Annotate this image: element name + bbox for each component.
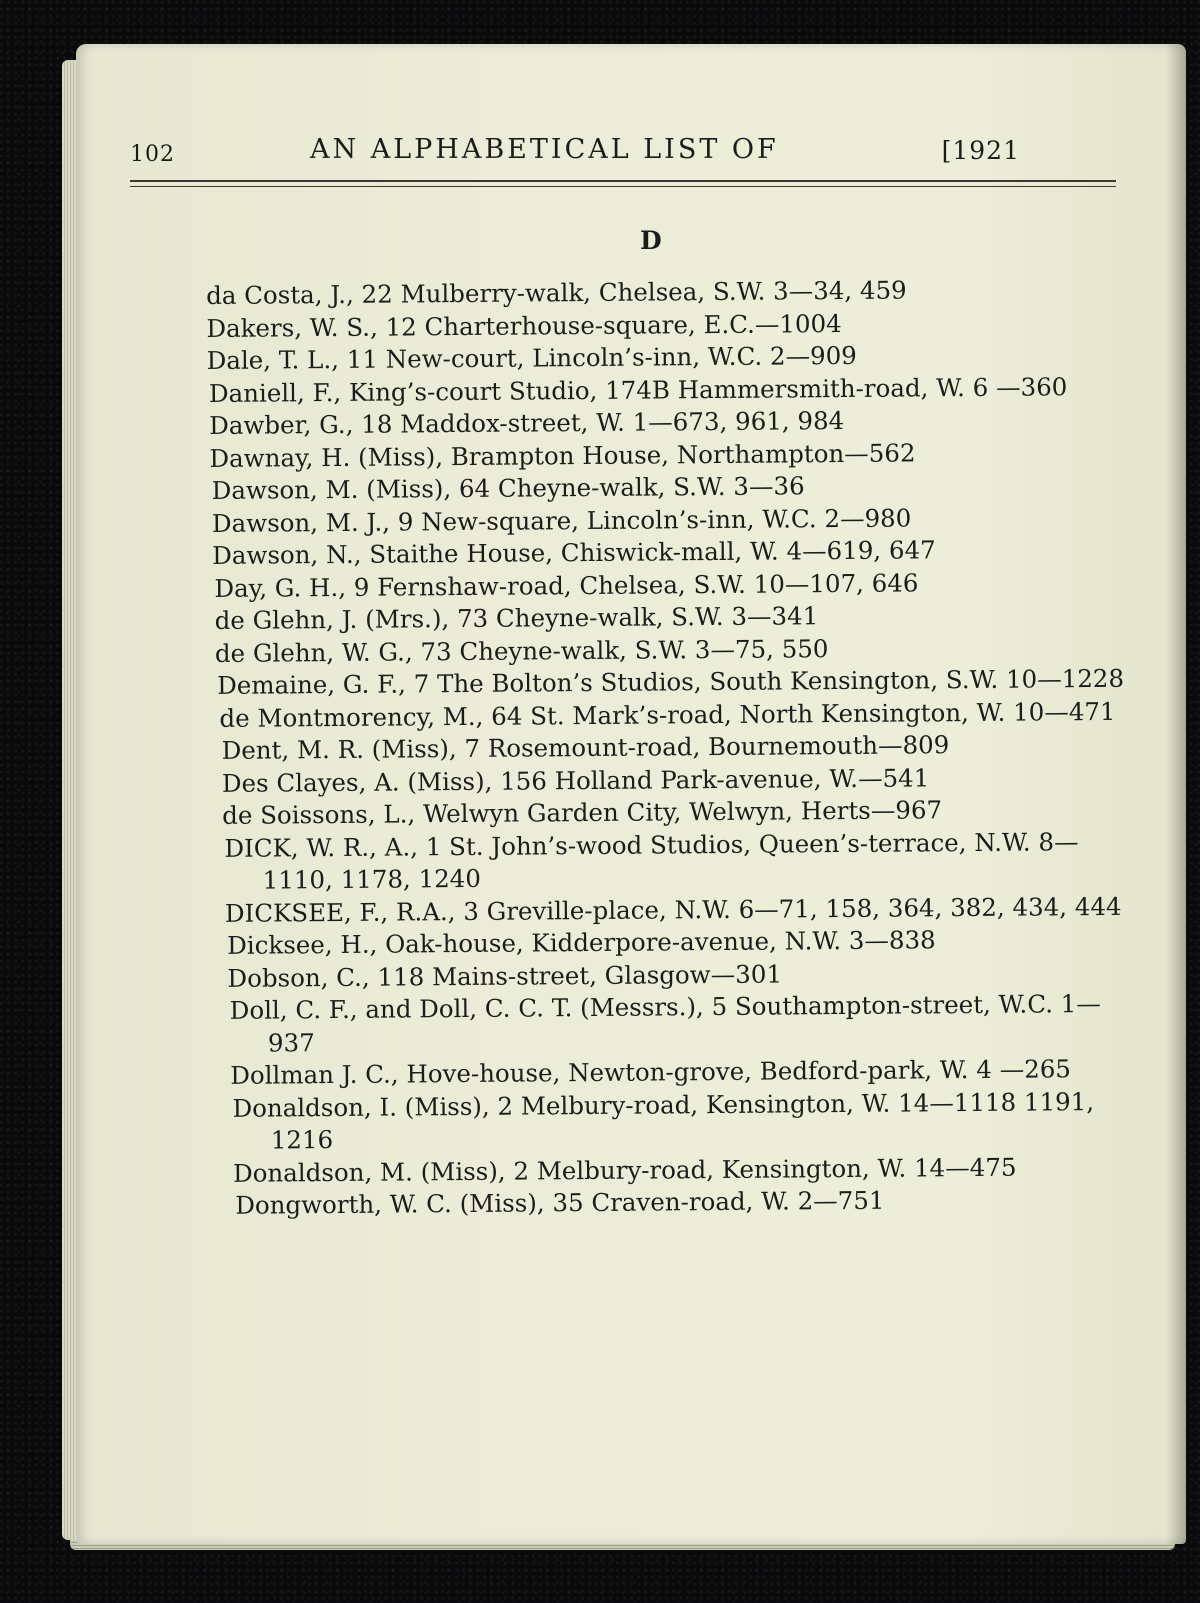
list-item: Demaine, G. F., 7 The Bolton’s Studios, South Kensington, S.W. 10—1228 xyxy=(217,663,1125,700)
list-item: Dobson, C., 118 Mains-street, Glasgow—301 xyxy=(227,958,783,993)
list-item: de Soissons, L., Welwyn Garden City, Welwyn, Herts—967 xyxy=(222,795,943,830)
header-year: [1921 xyxy=(941,136,1020,165)
list-item: DICKSEE, F., R.A., 3 Greville-place, N.W. 6—71, 158, 364, 382, 434, 444 xyxy=(224,891,1122,928)
page-number: 102 xyxy=(130,142,175,167)
list-item: de Glehn, W. G., 73 Cheyne-walk, S.W. 3—75, 550 xyxy=(214,633,829,668)
list-item: Dakers, W. S., 12 Charterhouse-square, E.C.—1004 xyxy=(206,308,842,343)
list-item: Des Clayes, A. (Miss), 156 Holland Park-avenue, W.—541 xyxy=(221,762,930,798)
list-item: Dawson, N., Staithe House, Chiswick-mall, W. 4—619, 647 xyxy=(212,535,936,570)
list-item: DICK, W. R., A., 1 St. John’s-wood Studios, Queen’s-terrace, N.W. 8—1110, 1178, 1240 xyxy=(224,826,1079,895)
list-item: Dongworth, W. C. (Miss), 35 Craven-road, W. 2—751 xyxy=(235,1185,885,1220)
list-item: de Glehn, J. (Mrs.), 73 Cheyne-walk, S.W. 3—341 xyxy=(214,601,819,635)
header-title: AN ALPHABETICAL LIST OF xyxy=(310,134,779,165)
list-item: Donaldson, I. (Miss), 2 Melbury-road, Kensington, W. 14—1118 1191, 1216 xyxy=(232,1086,1095,1155)
list-item: Day, G. H., 9 Fernshaw-road, Chelsea, S.W. 10—107, 646 xyxy=(214,567,919,603)
list-item: Donaldson, M. (Miss), 2 Melbury-road, Kensington, W. 14—475 xyxy=(232,1152,1017,1188)
entry-list xyxy=(206,273,1143,1223)
running-head xyxy=(130,134,1020,174)
list-item: Dale, T. L., 11 New-court, Lincoln’s-inn, W.C. 2—909 xyxy=(206,340,857,375)
list-item: Dawber, G., 18 Maddox-street, W. 1—673, 961, 984 xyxy=(209,405,845,440)
list-item: Dawnay, H. (Miss), Brampton House, Northampton—562 xyxy=(209,437,916,473)
header-rule-bottom xyxy=(130,186,1116,187)
section-letter: D xyxy=(640,226,662,255)
list-item: Dicksee, H., Oak-house, Kidderpore-avenue, N.W. 3—838 xyxy=(227,925,936,960)
list-item: da Costa, J., 22 Mulberry-walk, Chelsea, S.W. 3—34, 459 xyxy=(206,275,907,310)
header-rule-top xyxy=(130,180,1116,182)
list-item: Dawson, M. J., 9 New-square, Lincoln’s-inn, W.C. 2—980 xyxy=(211,502,912,538)
list-item: Daniell, F., King’s-court Studio, 174B Hammersmith-road, W. 6 —360 xyxy=(208,371,1068,408)
list-item: Dent, M. R. (Miss), 7 Rosemount-road, Bournemouth—809 xyxy=(221,730,950,765)
page-gutter-shadow xyxy=(1166,44,1186,1544)
list-item: Dawson, M. (Miss), 64 Cheyne-walk, S.W. 3—36 xyxy=(211,471,805,505)
list-item: Dollman J. C., Hove-house, Newton-grove, Bedford-park, W. 4 —265 xyxy=(230,1054,1072,1090)
list-item: Doll, C. F., and Doll, C. C. T. (Messrs.), 5 Southampton-street, W.C. 1—937 xyxy=(229,988,1101,1058)
list-item: de Montmorency, M., 64 St. Mark’s-road, North Kensington, W. 10—471 xyxy=(219,696,1116,733)
